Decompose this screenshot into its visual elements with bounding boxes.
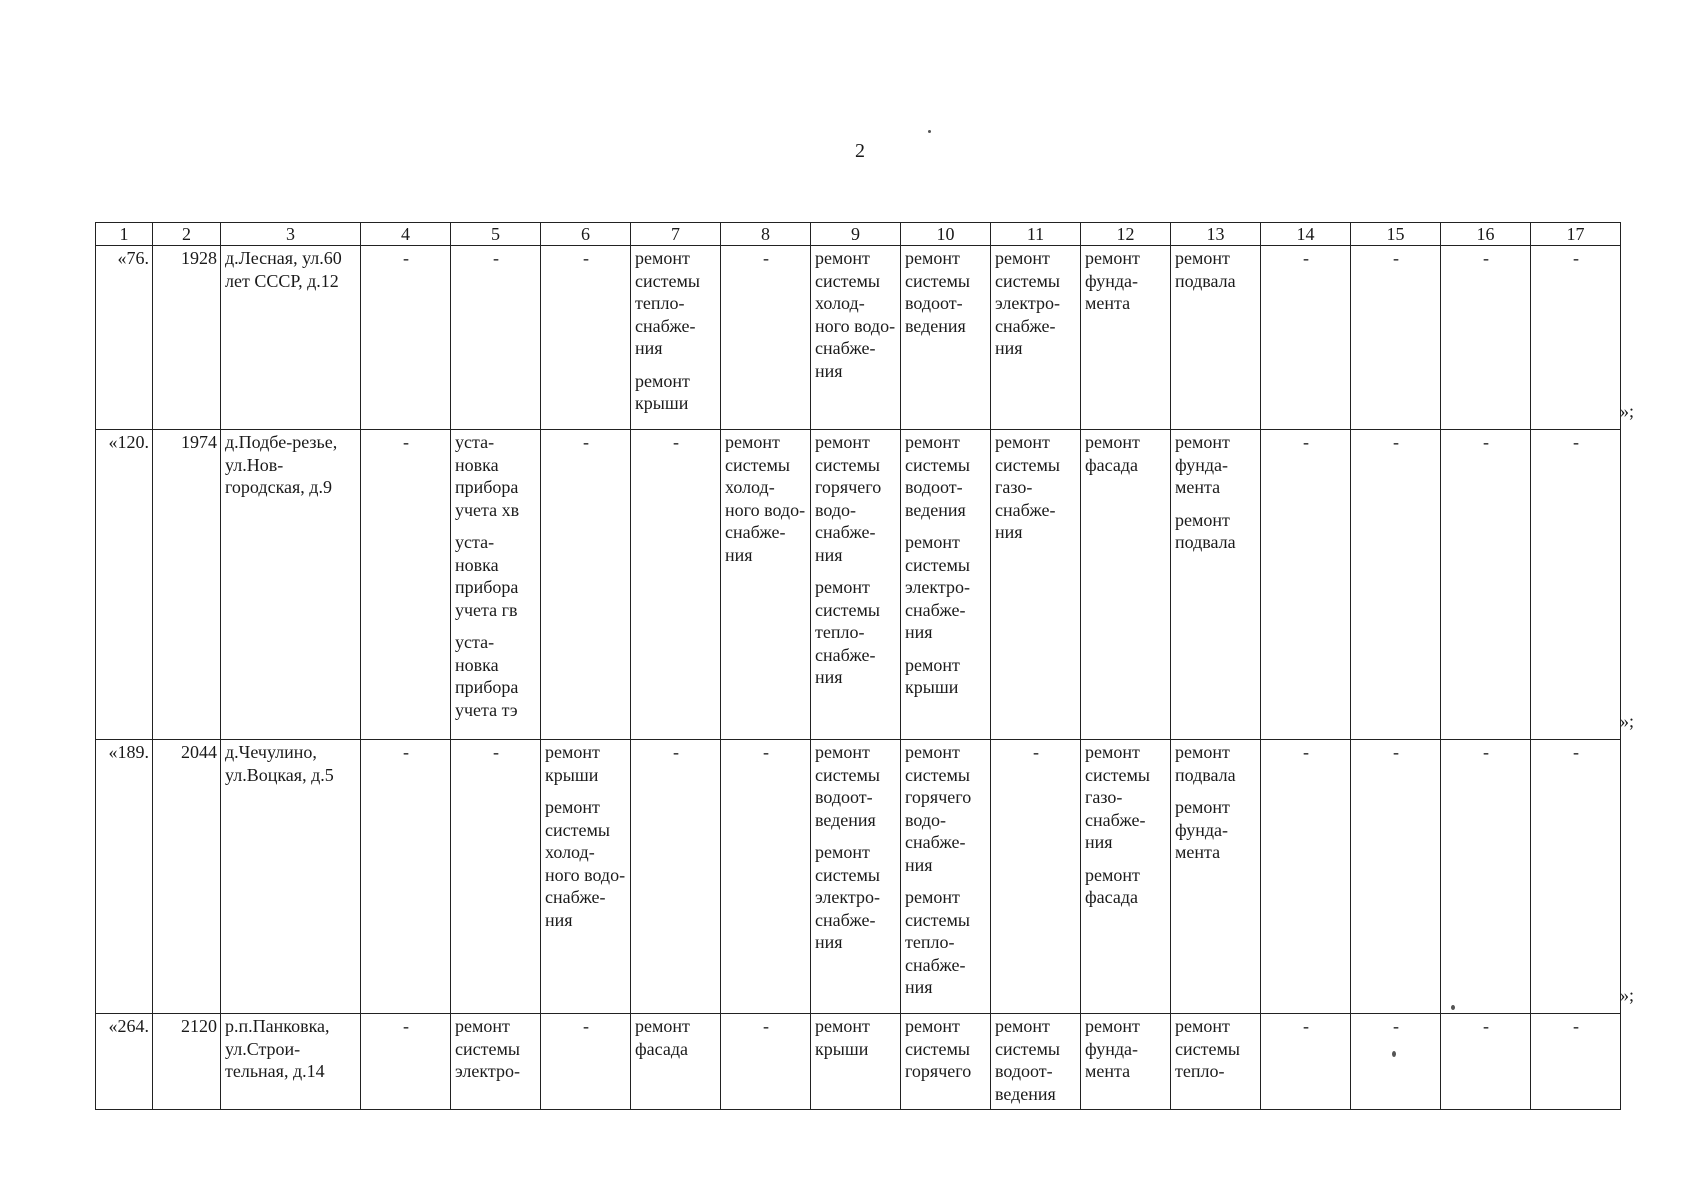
work-cell	[1351, 246, 1441, 430]
work-cell	[1081, 740, 1171, 1014]
cell-text: -	[1483, 248, 1489, 268]
column-number: 7	[631, 223, 721, 246]
cell-text: «264.	[108, 1016, 149, 1036]
work-cell	[901, 246, 991, 430]
column-number-row	[96, 223, 1621, 246]
column-number: 4	[361, 223, 451, 246]
cell-text: ремонт крыши	[905, 654, 960, 697]
cell-text: -	[403, 742, 409, 762]
address-cell	[221, 1014, 361, 1110]
cell-text: «120.	[108, 432, 149, 452]
cell-text: -	[583, 1016, 589, 1036]
scan-speck	[928, 130, 931, 133]
cell-text: ремонт фунда-мента	[1085, 1016, 1140, 1081]
work-cell	[1261, 246, 1351, 430]
work-cell	[991, 246, 1081, 430]
cell-text: -	[763, 1016, 769, 1036]
cell-text: -	[493, 742, 499, 762]
cell-text: -	[1573, 1016, 1579, 1036]
cell-text: д.Лесная, ул.60 лет СССР, д.12	[225, 248, 342, 291]
cell-text: ремонт системы водоот-ведения	[905, 248, 970, 336]
cell-text: ремонт системы газо-снабже-ния	[995, 432, 1060, 542]
cell-text: ремонт фасада	[1085, 432, 1140, 475]
cell-text: д.Чечулино, ул.Воцкая, д.5	[225, 742, 334, 785]
row-number-cell	[96, 1014, 153, 1110]
column-number: 1	[96, 223, 153, 246]
column-number: 6	[541, 223, 631, 246]
work-cell	[1441, 430, 1531, 740]
cell-text: -	[1393, 432, 1399, 452]
work-cell	[631, 430, 721, 740]
cell-text: ремонт подвала	[1175, 509, 1236, 552]
work-cell	[1171, 740, 1261, 1014]
work-cell	[361, 740, 451, 1014]
cell-text: ремонт фунда-мента	[1175, 432, 1230, 497]
address-cell	[221, 740, 361, 1014]
cell-text: -	[673, 432, 679, 452]
cell-text: ремонт системы горячего водо-снабже-ния	[905, 742, 972, 875]
work-cell	[361, 1014, 451, 1110]
work-cell	[991, 1014, 1081, 1110]
cell-text: -	[1573, 248, 1579, 268]
cell-text: -	[583, 432, 589, 452]
cell-text: д.Подбе-резье, ул.Нов-городская, д.9	[225, 432, 338, 497]
work-cell	[451, 430, 541, 740]
work-cell	[1531, 1014, 1621, 1110]
cell-text: ремонт системы тепло-	[1175, 1016, 1240, 1081]
work-cell	[541, 1014, 631, 1110]
column-number: 3	[221, 223, 361, 246]
row-number-cell	[96, 430, 153, 740]
cell-text: -	[403, 1016, 409, 1036]
cell-text: ремонт системы газо-снабже-ния	[1085, 742, 1150, 852]
cell-text: ремонт системы тепло-снабже-ния	[635, 248, 700, 358]
cell-text: ремонт системы электро-снабже-ния	[995, 248, 1060, 358]
cell-text: 2044	[181, 742, 217, 762]
cell-text: ремонт фунда-мента	[1175, 797, 1230, 862]
work-cell	[1441, 1014, 1531, 1110]
work-cell	[451, 740, 541, 1014]
work-cell	[451, 1014, 541, 1110]
work-cell	[901, 740, 991, 1014]
work-cell	[541, 740, 631, 1014]
cell-text: ремонт системы горячего	[905, 1016, 972, 1081]
cell-text: уста-новка прибора учета хв	[455, 432, 520, 520]
work-cell	[721, 1014, 811, 1110]
cell-text: -	[1393, 1016, 1399, 1036]
repair-schedule-table	[95, 222, 1621, 1110]
cell-text: 1974	[181, 432, 217, 452]
cell-text: -	[1303, 432, 1309, 452]
work-cell	[901, 430, 991, 740]
cell-text: ремонт фасада	[1085, 864, 1140, 907]
row-closing-quote: »;	[1620, 711, 1635, 731]
work-cell	[361, 430, 451, 740]
cell-text: ремонт системы электро-снабже-ния	[815, 842, 880, 952]
cell-text: -	[1483, 742, 1489, 762]
cell-text: ремонт крыши	[815, 1016, 870, 1059]
work-cell	[1081, 1014, 1171, 1110]
cell-text: -	[403, 248, 409, 268]
house-id-cell	[153, 1014, 221, 1110]
cell-text: ремонт крыши	[545, 742, 600, 785]
row-closing-quote: »;	[1620, 401, 1635, 421]
cell-text: -	[763, 248, 769, 268]
cell-text: -	[1573, 432, 1579, 452]
cell-text: «76.	[117, 248, 149, 268]
cell-text: -	[673, 742, 679, 762]
cell-text: -	[403, 432, 409, 452]
house-id-cell	[153, 740, 221, 1014]
work-cell	[1351, 740, 1441, 1014]
work-cell	[1261, 430, 1351, 740]
column-number: 5	[451, 223, 541, 246]
cell-text: ремонт системы холод-ного водо-снабже-ния	[815, 248, 896, 381]
house-id-cell	[153, 246, 221, 430]
work-cell	[811, 1014, 901, 1110]
work-cell	[1171, 246, 1261, 430]
cell-text: -	[1303, 248, 1309, 268]
cell-text: ремонт крыши	[635, 370, 690, 413]
row-number-cell	[96, 740, 153, 1014]
work-cell	[1171, 430, 1261, 740]
cell-text: -	[1483, 1016, 1489, 1036]
work-cell	[1441, 740, 1531, 1014]
work-cell	[451, 246, 541, 430]
work-cell	[631, 1014, 721, 1110]
page-number: 2	[855, 140, 865, 162]
work-cell	[991, 740, 1081, 1014]
column-number: 12	[1081, 223, 1171, 246]
column-number: 10	[901, 223, 991, 246]
work-cell	[1171, 1014, 1261, 1110]
house-id-cell	[153, 430, 221, 740]
column-number: 2	[153, 223, 221, 246]
cell-text: -	[1573, 742, 1579, 762]
column-number: 17	[1531, 223, 1621, 246]
work-cell	[721, 740, 811, 1014]
row-closing-quote: »;	[1620, 985, 1635, 1005]
cell-text: -	[1033, 742, 1039, 762]
cell-text: ремонт системы водоот-ведения	[815, 742, 880, 830]
address-cell	[221, 430, 361, 740]
cell-text: -	[1303, 1016, 1309, 1036]
work-cell	[1351, 1014, 1441, 1110]
work-cell	[1081, 430, 1171, 740]
cell-text: ремонт системы электро-снабже-ния	[905, 532, 970, 642]
cell-text: ремонт системы тепло-снабже-ния	[815, 577, 880, 687]
cell-text: ремонт системы холод-ного водо-снабже-ния	[725, 432, 806, 565]
column-number: 9	[811, 223, 901, 246]
cell-text: ремонт системы холод-ного водо-снабже-ния	[545, 797, 626, 930]
work-cell	[721, 430, 811, 740]
cell-text: ремонт системы электро-	[455, 1016, 520, 1081]
work-cell	[1531, 740, 1621, 1014]
work-cell	[1531, 430, 1621, 740]
cell-text: ремонт фунда-мента	[1085, 248, 1140, 313]
work-cell	[361, 246, 451, 430]
table-row	[96, 430, 1621, 740]
work-cell	[811, 246, 901, 430]
work-cell	[721, 246, 811, 430]
cell-text: ремонт системы тепло-снабже-ния	[905, 887, 970, 997]
table-row	[96, 1014, 1621, 1110]
cell-text: ремонт системы горячего водо-снабже-ния	[815, 432, 882, 565]
cell-text: -	[1483, 432, 1489, 452]
cell-text: ремонт системы водоот-ведения	[905, 432, 970, 520]
column-number: 8	[721, 223, 811, 246]
column-number: 13	[1171, 223, 1261, 246]
work-cell	[1351, 430, 1441, 740]
table-row	[96, 246, 1621, 430]
cell-text: -	[583, 248, 589, 268]
table-row	[96, 740, 1621, 1014]
cell-text: ремонт фасада	[635, 1016, 690, 1059]
work-cell	[631, 246, 721, 430]
column-number: 16	[1441, 223, 1531, 246]
work-cell	[1441, 246, 1531, 430]
work-cell	[811, 740, 901, 1014]
cell-text: «189.	[108, 742, 149, 762]
work-cell	[1081, 246, 1171, 430]
work-cell	[811, 430, 901, 740]
cell-text: уста-новка прибора учета тэ	[455, 632, 519, 720]
cell-text: 2120	[181, 1016, 217, 1036]
column-number: 14	[1261, 223, 1351, 246]
cell-text: 1928	[181, 248, 217, 268]
cell-text: -	[763, 742, 769, 762]
cell-text: -	[1393, 742, 1399, 762]
cell-text: уста-новка прибора учета гв	[455, 532, 519, 620]
cell-text: ремонт подвала	[1175, 248, 1236, 291]
work-cell	[541, 430, 631, 740]
cell-text: ремонт подвала	[1175, 742, 1236, 785]
row-number-cell	[96, 246, 153, 430]
cell-text: -	[493, 248, 499, 268]
work-cell	[901, 1014, 991, 1110]
work-cell	[541, 246, 631, 430]
work-cell	[1531, 246, 1621, 430]
work-cell	[631, 740, 721, 1014]
column-number: 15	[1351, 223, 1441, 246]
cell-text: -	[1393, 248, 1399, 268]
cell-text: -	[1303, 742, 1309, 762]
work-cell	[1261, 740, 1351, 1014]
column-number: 11	[991, 223, 1081, 246]
cell-text: р.п.Панковка, ул.Строи-тельная, д.14	[225, 1016, 330, 1081]
cell-text: ремонт системы водоот-ведения	[995, 1016, 1060, 1104]
work-cell	[1261, 1014, 1351, 1110]
work-cell	[991, 430, 1081, 740]
address-cell	[221, 246, 361, 430]
